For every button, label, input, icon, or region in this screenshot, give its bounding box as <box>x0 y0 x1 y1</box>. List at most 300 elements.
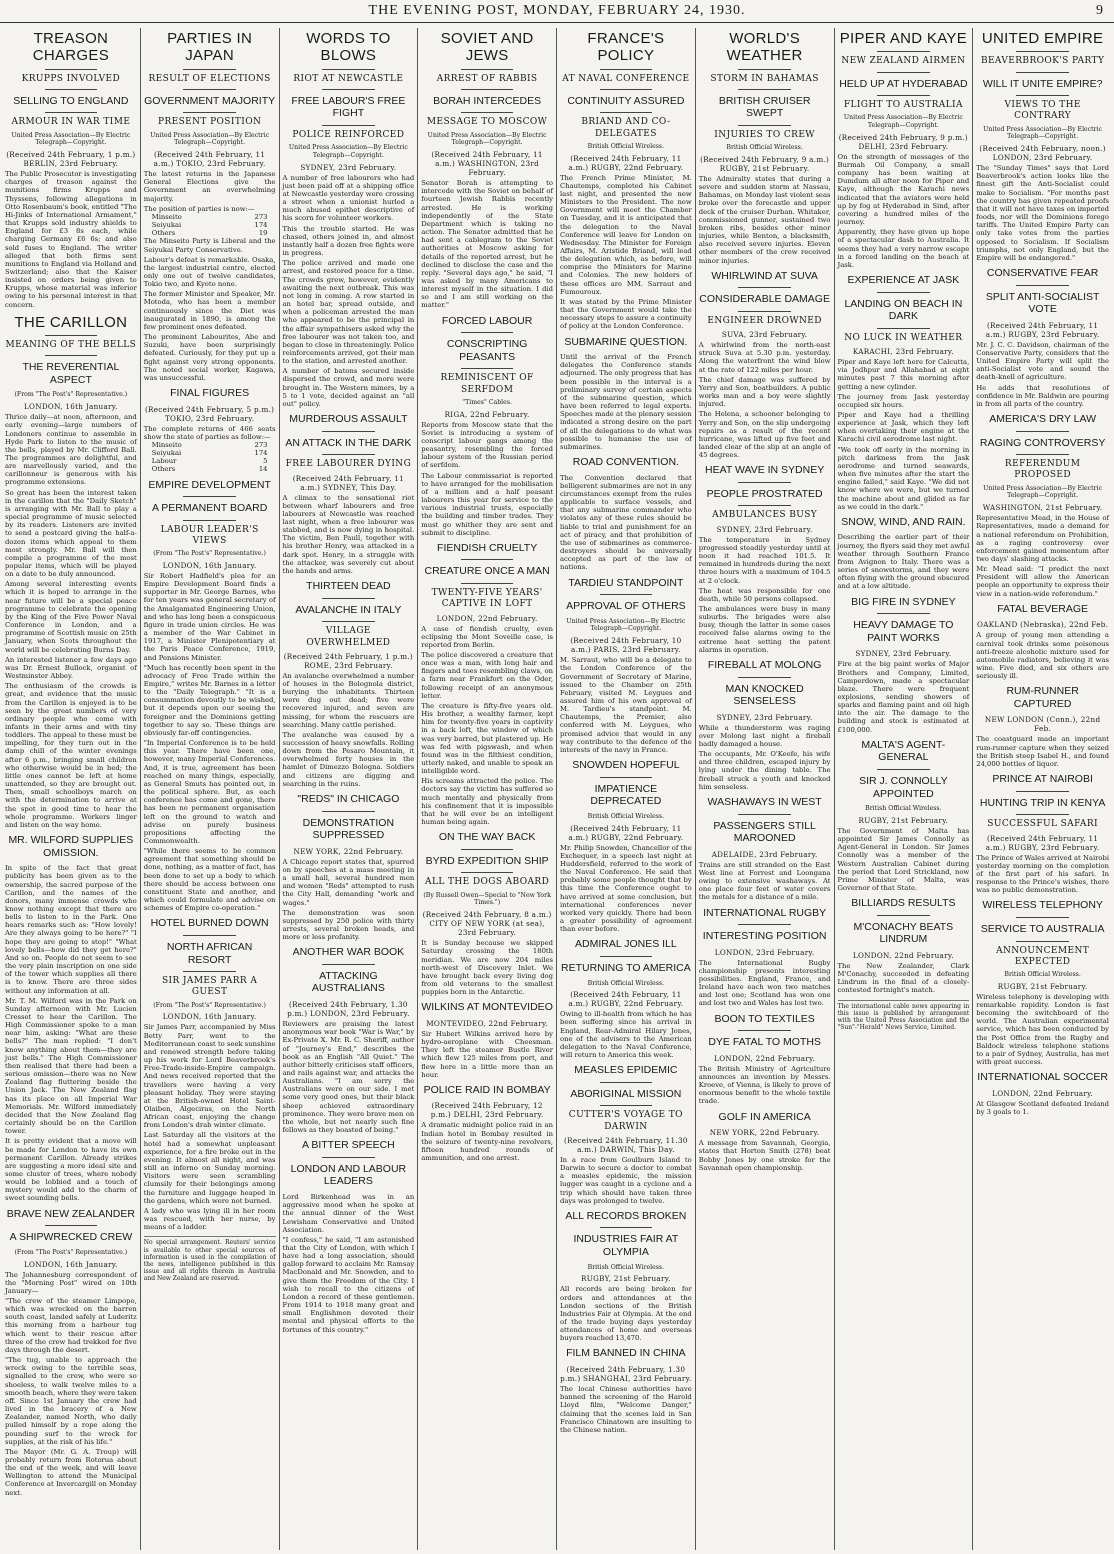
rule-divider <box>1016 51 1069 52</box>
article-subheading: PRESENT POSITION <box>158 117 262 128</box>
rule-divider <box>1016 917 1069 918</box>
rule-divider <box>461 368 514 369</box>
article-paragraph: The creature is fifty-five years old. His brother, a wealthy farmer, kept him for twenty-five years in captivity in a back loft, the window of which was very barred, but plastered up. He was fed with pigswash, and when found was in the filthiest condition, utterly naked, and unable to speak an intelligible word. <box>421 701 553 776</box>
wire-credit: (From "The Post's" Representative.) <box>153 1001 266 1009</box>
article-subheading: CONSCRIPTING PEASANTS <box>446 338 528 363</box>
rule-divider <box>738 89 791 90</box>
article <box>976 773 1109 894</box>
article-paragraph: A message from Savannah, Georgia, states that Horton Smith (278) beat Bobby Jones by one stroke for the Savannah open championship. <box>698 1139 831 1172</box>
wire-credit: British Official Wireless. <box>1004 971 1081 978</box>
article-paragraph: The latest returns in the Japanese General Elections give the Government an overwhelming majority. <box>143 170 276 203</box>
wire-credit: British Official Wireless. <box>587 979 665 987</box>
rule-divider <box>877 613 930 614</box>
article-paragraph: The Johannesburg correspondent of the "Morning Post" wired on 10th January— <box>5 1270 137 1295</box>
article-subheading: HEAVY DAMAGE TO PAINT WORKS <box>853 619 954 644</box>
dateline: (Received 24th February, 11 a.m.) WASHINGTON, 23rd February. <box>431 150 543 178</box>
article-paragraph: The former Minister and Speaker, Mr. Motoda, who has been a member continuously since the Diet was inaugurated in 1890, is among the few prominent ones defeated. <box>143 290 276 331</box>
article-subheading: ARREST OF RABBIS <box>436 73 538 84</box>
article-subheading: INTERNATIONAL RUGBY <box>703 906 827 919</box>
article-subheading: AT NAVAL CONFERENCE <box>562 73 690 84</box>
dateline: (Received 24th February, 12 p.m.) DELHI, 23rd February. <box>430 1101 544 1120</box>
rule-divider <box>461 559 514 560</box>
article-subheading: SIR JAMES PARR A GUEST <box>161 976 258 998</box>
article-subheading: CREATURE ONCE A MAN <box>424 565 550 578</box>
dateline: SYDNEY, 23rd February. <box>855 649 952 659</box>
figure-value: 273 <box>254 440 268 449</box>
article-paragraph: The prominent Labourites, Abe and Suzuki, have been surprisingly defeated. Curiously, for they put up a fight against very strong opponents. The noted social worker, Kagawa, was unsuccessful. <box>143 333 276 382</box>
article-subheading: DEMONSTRATION SUPPRESSED <box>302 816 395 842</box>
article-subheading: WILKINS AT MONTEVIDEO <box>421 1001 553 1014</box>
article-subheading: POLICE REINFORCED <box>292 129 405 140</box>
article-headline: UNITED EMPIRE <box>981 30 1104 47</box>
article <box>560 1210 692 1343</box>
figure-label: Seiyukai <box>151 449 182 458</box>
rule-divider <box>461 112 514 113</box>
article-subheading: REMINISCENT OF SERFDOM <box>440 373 534 395</box>
dateline: MONTEVIDEO, 22nd February. <box>426 1018 548 1028</box>
article-subheading: FATAL BEVERAGE <box>997 602 1089 615</box>
article-paragraph: "Much has recently been spent in the advocacy of Free Trade within the Empire," writes Mr. Barnes in a letter to the "Daily Telegraph." "It is a consummation devoutly to be wished, but it depends upon our seeing the foreigner and the Dominions getting together to say so. These things are obviously far-off contingencies. <box>143 663 276 737</box>
article-subheading: AN ATTACK IN THE DARK <box>285 436 412 449</box>
article-paragraph: The local Chinese authorities have banned the screening of the Harold Lloyd film, "Welcome Danger," claiming that the scenes laid in San Francisco Chinatown are insulting to the Chinese nation. <box>560 1385 692 1434</box>
article <box>560 456 692 571</box>
article <box>838 274 970 511</box>
article-paragraph: The Labour commissariat is reported to have arranged for the mobilisation of a million and a half peasant labourers this year for service to the various industrial trusts, especially the building and timber trades. They must go whither they are sent and submit to discipline. <box>421 471 553 537</box>
article-subheading: INDUSTRIES FAIR AT OLYMPIA <box>573 1233 679 1258</box>
article-subheading: NORTH AFRICAN RESORT <box>166 940 253 966</box>
rule-divider <box>45 1225 98 1226</box>
rule-divider <box>183 971 236 972</box>
article-subheading: WILL IT UNITE EMPIRE? <box>982 77 1103 90</box>
article-subheading: AMBULANCES BUSY <box>712 510 818 521</box>
article-paragraph: The New Zealander, Clark M'Conachy, succeeded in defeating Lindrum in the final of a closely-contested fortnight's match. <box>837 961 970 995</box>
article-paragraph: An avalanche overwhelmed a number of houses in the Bolognola district, burying the inhabitants. Thirteen were dug out dead; five were recovered injured, and seven are missing, for whom the rescuers are searching. Many cattle perished. <box>282 671 415 729</box>
article-subheading: ABORIGINAL MISSION <box>570 1087 682 1100</box>
article <box>699 1111 831 1172</box>
rule-divider <box>738 814 791 815</box>
wire-credit: United Press Association—By Electric Telegraph—Copyright. <box>288 144 408 159</box>
article <box>699 1013 831 1106</box>
article-paragraph: Wireless telephony is developing with remarkable rapidity. London is fast becoming the switchboard of the world. The Australian experimental service, which has been conducted by the Post Office from the Rugby and Baldock wireless telephone stations to a pair of Sydney, Australia, has met with great success. <box>976 992 1109 1066</box>
article-headline: WORLD'S WEATHER <box>726 30 803 65</box>
article <box>699 30 831 265</box>
article-paragraph: The enthusiasm of the crowds is great, and evidence that the music from the Carillon is enjoyed is to be seen by the great numbers of very ordinary people who come with infants in their arms and with tiny toddlers. The appeal to these must be impelling, for they turn out in the damp chill of the winter evenings after 6 p.m., bringing small children who otherwise would be in bed; the little ones cannot be left at home unattended, so they are brought out. Then, small schoolboys march on with the determination to arrive at the spot in good time to hear the whole programme. Workers linger and listen on the way home. <box>5 682 137 829</box>
article-paragraph: An interested listener a few days ago was Dr. Ernest Bullock, organist of Westminster Abbey. <box>5 655 137 681</box>
article-subheading: ANNOUNCEMENT EXPECTED <box>996 945 1090 967</box>
article-paragraph: A group of young men attending a carnival took drinks some poisonous anti-freeze alcoholic mixture used for automobile radiators, believing it was wine. Five died, and six others are seriously ill. <box>976 631 1109 681</box>
dateline: KARACHI, 23rd February. <box>852 347 954 357</box>
column <box>557 28 696 1550</box>
article-paragraph: Reports from Moscow state that the Soviet is introducing a system of conscript labour gangs among the peasantry, resembling the forced labour system of the Russian period of serfdom. <box>421 420 553 470</box>
article-subheading: VIEWS TO THE CONTRARY <box>1004 100 1081 122</box>
rule-divider <box>877 72 930 73</box>
wire-credit: (From "The Post's" Representative.) <box>153 550 266 558</box>
rule-divider <box>738 125 791 126</box>
figures-row <box>144 221 276 229</box>
article-subheading: THIRTEEN DEAD <box>306 580 391 593</box>
article-paragraph: In spite of the fact that great publicity has been given as to the ownership, the sacred purpose of the Carillon, and the names of the donors, many immense crowds who know nothing except that there are bells to listen to in the Park. One hears remarks such as: "How lovely! Are they always going to be here?" "I hope they are going to stop!" "What lovely bells—how did they get here?" And so on. People do not seem to see the very plain inscription on one side of the tower which supplies all there is to know. There are three sides without any information at all. <box>5 864 137 995</box>
rule-divider <box>183 89 236 90</box>
article-paragraph: Sir James Parr, accompanied by Miss Betty Parr, went to the Mediterranean coast to seek sunshine and renewed strength before taking up his work for Lord Beaverbrook's Free-Trade-inside-Empire campaign. And news received reported that the travellers were having a very pleasant holiday. They were staying at the British-owned Hotel Saint-Olaiben, Algeciras, on the North African coast, enjoying the change from London's drab winter climate. <box>143 1023 276 1130</box>
article-headline: PARTIES IN JAPAN <box>167 30 253 65</box>
article <box>699 659 831 791</box>
article-paragraph: So great has been the interest taken in the carillon that the "Daily Sketch" is arranging with Mr. Ball to play a special programme of music selected by its readers. Listeners are invited to send a postcard giving the half-a-dozen items which appeal to them most strongly. Mr. Ball will then compile a programme of the most popular items, which will be played on a date to be duly announced. <box>5 488 137 579</box>
article-paragraph: Senator Borah is attempting to intercede with the Soviet on behalf of fourteen Jewish Rabbis recently arrested. He is working independently of the State Department which is taking no action. The Senator admitted that he had sent a cablegram to the Soviet authorities at Moscow asking for details of the reported arrest, but he declined to disclose the case and the reply. "Several days ago," he said, "I was asked by many Americans to interest myself in the situation. I did so and I am still working on the matter." <box>421 179 553 310</box>
rule-divider <box>1016 454 1069 455</box>
dateline: (Received 24th February, 1.30 p.m.) SHANGHAI, 23rd February. <box>560 1365 692 1384</box>
wire-credit: United Press Association—By Electric Telegraph—Copyright. <box>983 484 1103 500</box>
article-paragraph: It is Sunday because we skipped Saturday crossing the 180th meridian. We are now 204 miles north-west of Discovery Inlet. We have brought back every living dog from old veterans to the smallest puppies born in the Antarctic. <box>421 939 553 997</box>
article-paragraph: The Public Prosecutor is investigating charges of treason against the munitions firms Krupps and Thyssens, following allegations in Otto Rosenbaum's book, entitled "The Hi-Jinks of International Armament," that Krupps sold industry shields to England for £3 8s each, while charging Germany £6 6s; and also sold fuses to England. The writer alleged that both firms sent munitions to England via Holland and Switzerland; also that the Kaiser insisted on orders being given to Krupps, whose material was inferior owing to his personal interest in that concern. <box>5 170 137 309</box>
article-subheading: RAGING CONTROVERSY <box>979 436 1106 449</box>
figure-value: 14 <box>258 465 268 474</box>
rule-divider <box>322 964 375 965</box>
dateline: (Received 24th February, 8 a.m.) CITY OF NEW YORK (at sea), 23rd February. <box>422 910 552 938</box>
article-subheading: PRINCE AT NAIROBI <box>992 773 1093 786</box>
article-paragraph: The police arrived and made one arrest, and restored peace for a time. The crowds grew, however, evidently awaiting the next outbreak. This was not long in coming. A row started in an hotel bar, spread outside, and when a policeman arrested the man who appeared to be the principal in the affair sympathisers asked why the free labourer was not taken too, and began to close in threateningly. Police reinforcements arrived, got their man to the station, and arrested another. <box>282 259 415 366</box>
dateline: (Received 24th February, 11 a.m.) SYDNEY, This Day. <box>292 473 405 492</box>
article-paragraph: The Helena, a schooner belonging to Yerry and Son, on the slip undergoing repairs as a result of the recent hurricane, was lifted up five feet and landed clear of the slip at an angle of 45 degrees. <box>698 410 831 460</box>
dateline: RIGA, 22nd February. <box>444 409 530 419</box>
rule-divider <box>322 621 375 622</box>
wire-credit: British Official Wireless. <box>587 142 665 150</box>
rule-divider <box>600 777 653 778</box>
article-subheading: ON THE WAY BACK <box>438 831 536 844</box>
article-paragraph: The International Rugby championship presents interesting possibilities. England, France, and Ireland have each won two matches and lost one; Scotland has won one and lost two and Wales has lost two. <box>698 958 831 1008</box>
article-subheading: MR. WILFORD SUPPLIES OMISSION. <box>8 834 134 859</box>
article <box>283 793 415 941</box>
article-subheading: KRUPPS INVOLVED <box>21 73 121 84</box>
article-subheading: SNOWDEN HOPEFUL <box>572 759 680 772</box>
article-subheading: TWENTY-FIVE YEARS' CAPTIVE IN LOFT <box>431 588 543 610</box>
article-paragraph: It is pretty evident that a move will be made for London to have its own permanent Carillon. Already strikes are suggesting a more ideal site and some cluster of trees, where nobody would be lobbied and a touch of mystery would add to the charm of sweet sounding bells. <box>5 1137 137 1203</box>
article-paragraph: Sir Robert Hadfield's plea for an Empire Development Board finds a supporter in Mr. George Barnes, who for ten years was general secretary of the Amalgamated Engineering Union, and who has long been a conspicuous figure in trade union circles. He was a member of the War Cabinet in 1917, a Minister Plenipotentiary at the Paris Peace Conference, 1919, and Pensions Minister. <box>143 571 276 662</box>
dateline: (Received 24th February, noon.) LONDON, 23rd February. <box>979 144 1106 163</box>
figure-value: 174 <box>254 449 268 458</box>
figures-row <box>144 229 276 237</box>
rule-divider <box>45 69 98 70</box>
article <box>838 30 970 269</box>
article-paragraph: The "Sunday Times" says that Lord Beaverbrook's action looks like the finest gift the Anti-Socialist could make to Socialism. "For months past the country has given repeated proofs that it will not have taxes on imported foods, nor will the Dominions forego tariffs. The United Empire Party can only take votes from the parties opposed to Socialism. If Socialism triumphs, not only England, but the Empire will be endangered." <box>976 164 1109 262</box>
article-subheading: FINAL FIGURES <box>170 387 250 399</box>
rule-divider <box>1016 791 1069 792</box>
rule-divider <box>45 335 98 336</box>
article-subheading: MESSAGE TO MOSCOW <box>426 117 548 128</box>
article-paragraph: The chief damage was suffered by Yerry and Son, boatbuilders. A public works man and a boy were slightly injured. <box>698 375 831 409</box>
article <box>838 596 970 734</box>
article-paragraph: Sir Hubert Wilkins arrived here by hydro-aeroplane with Cheesman. They left the steamer Bustle River which flew 125 miles from port, and flew here in a little more than an hour. <box>421 1029 553 1079</box>
article-subheading: IMPATIENCE DEPRECATED <box>590 782 662 808</box>
rule-divider <box>600 594 653 595</box>
dateline: (Received 24th February, 11.30 a.m.) DARWIN, This Day. <box>564 1135 688 1154</box>
article-paragraph: A lady who was lying ill in her room was rescued, with her nurse, by means of a ladder. <box>143 1206 276 1232</box>
article-paragraph: The Prince of Wales arrived at Nairobi yesterday morning on the completion of the first part of his safari. In response to the Prince's wishes, there was no public demonstration. <box>976 853 1109 895</box>
article-paragraph: A dramatic midnight police raid in an Indian hotel in Bombay resulted in the seizure of twenty-nine revolvers, fifteen hundred rounds of ammunition, and one arrest. <box>421 1121 553 1163</box>
article-subheading: BORAH INTERCEDES <box>433 94 542 107</box>
article-subheading: HEAT WAVE IN SYDNEY <box>705 464 825 477</box>
article <box>5 834 137 1203</box>
rule-divider <box>45 355 98 356</box>
rule-divider <box>45 112 98 113</box>
article-paragraph: A whirlwind from the north-east struck Suva at 5.30 p.m. yesterday. Along the waterfront the wind blew at the rate of 122 miles per hour. <box>698 341 831 374</box>
article-subheading: NO LUCK IN WEATHER <box>844 332 963 343</box>
article-subheading: APPROVAL OF OTHERS <box>566 600 686 613</box>
article-subheading: GOLF IN AMERICA <box>718 1110 811 1123</box>
rule-divider <box>738 505 791 506</box>
dateline: NEW LONDON (Conn.), 22nd Feb. <box>984 715 1101 734</box>
article <box>560 30 692 331</box>
page-number: 9 <box>1096 3 1104 18</box>
rule-divider <box>461 69 514 70</box>
figure-label: Minseito <box>151 440 182 449</box>
article-subheading: CONSIDERABLE DAMAGE <box>699 293 830 306</box>
article-subheading: POLICE RAID IN BOMBAY <box>423 1083 551 1096</box>
dateline: OAKLAND (Nebraska), 22nd Feb. <box>977 620 1109 630</box>
rule-divider <box>877 51 930 52</box>
article-paragraph: The occupants, Mr. O'Keefe, his wife and three children, escaped injury by lying under the dining table. The fireball struck a youth and knocked him senseless. <box>698 750 831 791</box>
article-subheading: INTERESTING POSITION <box>702 930 827 943</box>
article-subheading: RIOT AT NEWCASTLE <box>293 73 404 84</box>
wire-credit: (From "The Post's" Representative.) <box>14 1248 128 1256</box>
article-subheading: MEASLES EPIDEMIC <box>574 1064 678 1077</box>
article <box>421 831 553 996</box>
dateline: SYDNEY, 23rd February. <box>300 162 397 172</box>
article-paragraph: The position of parties is now:— <box>143 204 255 213</box>
figures-row <box>144 213 276 221</box>
wire-credit: British Official Wireless. <box>587 812 665 820</box>
article-subheading: SPLIT ANTI-SOCIALIST VOTE <box>985 290 1100 316</box>
article-paragraph: The Minseito Party is Liberal and the Seiyukai Party Conservative. <box>143 237 276 254</box>
article <box>976 413 1109 598</box>
article <box>560 1347 692 1434</box>
rule-divider <box>877 328 930 329</box>
article-subheading: LABOUR LEADER'S VIEWS <box>160 524 259 546</box>
dateline: LONDON, 23rd February. <box>714 947 815 957</box>
article-subheading: FIREBALL AT MOLONG <box>707 658 822 671</box>
rule-divider <box>461 89 514 90</box>
article-headline: WORDS TO BLOWS <box>306 30 391 65</box>
dateline: (Received 24th February, 1.30 p.m.) LONDON, 23rd February. <box>287 1000 410 1019</box>
figure-label: Others <box>151 229 176 238</box>
article-paragraph: Trains are still stranded on the East West line at Forrest and Loongana owing to extensive washaways. At one place four feet of water covers the metals for a distance of a mile. <box>698 860 831 902</box>
figure-value: 174 <box>254 221 268 230</box>
article-paragraph: A Chicago report states that, spurred on by speeches at a mass meeting in a small hall, several hundred men and women "Reds" attempted to rush the City Hall, demanding "work and wages." <box>282 857 415 907</box>
article-paragraph: Until the arrival of the French delegates the Conference stands adjourned. The only progress that has been possible in the interval is a preliminary survey of certain aspects of the submarine question, which have been referred to legal experts. Speeches made at the plenary session indicated a strong desire on the part of all the delegations to do what was possible to humanise the use of submarines. <box>560 353 692 451</box>
article-subheading: CONTINUITY ASSURED <box>567 94 685 107</box>
dateline: SYDNEY, 23rd February. <box>716 524 813 534</box>
dateline: (Received 24th February, 11 a.m.) RUGBY, 22nd February. <box>568 823 684 842</box>
article-paragraph: A climax to the sensational riot between wharf labourers and free labourers at Newcastle was reached last night, when a free labourer was stabbed, and is now dying in hospital. The victim, Ben Paull, together with his brother Henry, was attacked in a dark spot. Henry, in a struggle with the attacker, was severely cut about the hands and arms. <box>282 493 415 575</box>
column <box>280 28 419 1550</box>
masthead <box>0 0 1114 23</box>
article-paragraph: Mr. J. C. C. Davidson, chairman of the Conservative Party, considers that the United Empire Party will split the anti-Socialist vote and sound the death-knell of agriculture. <box>976 340 1109 382</box>
article-subheading: ADMIRAL JONES ILL <box>575 938 677 951</box>
article-subheading: ROAD CONVENTION. <box>572 456 679 469</box>
article <box>5 30 137 309</box>
rule-divider <box>183 520 236 521</box>
article-paragraph: "The crew of the steamer Limpopo, which was wrecked on the barren south coast, landed safely at Luderitz this morning from a harbour tug which went to their rescue after three of the crew had trekked for five days through the desert. <box>5 1297 137 1354</box>
article <box>976 1071 1109 1116</box>
article-subheading: LANDING ON BEACH IN DARK <box>844 297 963 323</box>
article-subheading: WHIRLWIND AT SUVA <box>711 269 818 282</box>
article-paragraph: This the trouble started. He was chased, others joined in, and almost instantly half a dozen free fights were in progress. <box>282 224 415 258</box>
figure-value: 5 <box>263 457 268 466</box>
article-subheading: FORCED LABOUR <box>441 314 533 327</box>
article-subheading: VILLAGE OVERWHELMED <box>306 626 391 648</box>
wire-credit: (By Russell Owen—Special to "New York Times.") <box>423 891 551 907</box>
wire-credit: British Official Wireless. <box>726 144 803 152</box>
article-subheading: BRIAND AND CO-DELEGATES <box>581 117 671 139</box>
wire-credit: British Official Wireless. <box>587 1263 665 1271</box>
article <box>283 1139 415 1333</box>
article <box>283 580 415 788</box>
article <box>976 685 1109 768</box>
wire-credit: (From "The Post's" Representative.) <box>14 391 128 399</box>
rule-divider <box>322 89 375 90</box>
dateline: (Received 24th February, 5 p.m.) TOKIO, 23rd February. <box>144 404 275 423</box>
article-subheading: SELLING TO ENGLAND <box>13 94 129 107</box>
article-subheading: SNOW, WIND, AND RAIN. <box>841 515 966 528</box>
rule-divider <box>322 598 375 599</box>
article-subheading: INTERNATIONAL SOCCER <box>977 1071 1108 1084</box>
column-footnote: The international cable news appearing in this issue is published by arrangement with the United Press Association and the "Sun"-"Herald" News Service, Limited. <box>838 1000 970 1032</box>
article-paragraph: All records are being broken for orders and attendances at the London sections of the British Industries Fair at Olympia. At the end of the trade buying days yesterday attendances of home and overseas buyers reached 13,470. <box>560 1285 692 1343</box>
article-paragraph: "We took off early in the morning in pitch darkness from the Jask aerodrome and turned seawards, when five minutes after the start the engine failed," said Kaye. "We did not know where we were, but we turned the machine about and glided as far as we could in the dark." <box>837 445 970 511</box>
article-paragraph: He adds that resolutions of confidence in Mr. Baldwin are pouring in from all parts of the country. <box>976 383 1109 408</box>
rule-divider <box>183 935 236 936</box>
column <box>973 28 1112 1550</box>
rule-divider <box>877 95 930 96</box>
dateline: RUGBY, 21st February. <box>997 981 1088 991</box>
columns-container <box>2 28 1112 1550</box>
wire-credit: British Official Wireless. <box>865 805 942 813</box>
article-paragraph: Among several interesting events which it is hoped to arrange in the near future will be a special peace programme to celebrate the opening by the King of the Five Power Naval Conference in London, and a programme of Scottish music on 25th January, when Scots throughout the world will be celebrating Burns Day. <box>5 580 137 654</box>
rule-divider <box>45 89 98 90</box>
article-paragraph: Reviewers are praising the latest anonymous war book "War is War," by Ex-Private X. Mr. R. C. Sheriff, author of "Journey's End," describes the book as an English "All Quiet." The author bitterly criticises staff officers, and rails against war, and attacks the Australians. "I am sorry the Australians were on our side. I met some very good ones, but their black sheep achieved extraordinary prominence. They were brave men on the whole, but not nearly such fine fellows as they boasted of being." <box>282 1020 415 1135</box>
article-subheading: AVALANCHE IN ITALY <box>295 603 402 616</box>
article-paragraph: A number of batons secured inside dispersed the crowd, and more were brought in. The Western miners, by a 5 to 1 vote, decided against an "all out" policy. <box>282 367 415 408</box>
article-subheading: PASSENGERS STILL MAROONED <box>713 819 816 845</box>
rule-divider <box>461 332 514 333</box>
article-subheading: RUM-RUNNER CAPTURED <box>1006 685 1079 710</box>
figure-label: Labour <box>151 457 177 466</box>
article-paragraph: Describing the earlier part of their journey, the flyers said they met awful weather through Southern France from Avignon to Italy. There was a series of snowstorms, and they were often flying with the ground obscured and at a low altitude. <box>837 533 970 591</box>
article-headline: PIPER AND KAYE <box>839 30 968 47</box>
article <box>838 739 970 892</box>
article <box>144 479 276 913</box>
wire-credit: "Times" Cables. <box>462 398 512 406</box>
figures-row <box>144 457 276 465</box>
masthead-title: THE EVENING POST, MONDAY, FEBRUARY 24, 1930. <box>368 3 746 18</box>
rule-divider <box>322 1157 375 1158</box>
rule-divider <box>600 69 653 70</box>
article <box>560 938 692 1059</box>
rule-divider <box>877 769 930 770</box>
wire-credit: United Press Association—By Electric Telegraph—Copyright. <box>427 131 547 147</box>
article-subheading: FLIGHT TO AUSTRALIA <box>843 100 963 111</box>
article <box>560 759 692 933</box>
article <box>838 516 970 591</box>
rule-divider <box>322 431 375 432</box>
rule-divider <box>322 125 375 126</box>
article-paragraph: "I confess," he said, "I am astonished that the City of London, with which I have had a long association, should gallop forward to acclaim Mr. Ramsay MacDonald and Mr. Snowden, and to give them the Freedom of the City. I wish to recall to the citizens of London a record of these gentlemen. From 1914 to 1918 many great and small Englishmen devoted their mental and physical efforts to the fortunes of this country." <box>282 1235 415 1334</box>
article <box>144 917 276 1231</box>
article-subheading: A SHIPWRECKED CREW <box>9 1231 133 1244</box>
article-subheading: A PERMANENT BOARD <box>151 502 268 515</box>
article-paragraph: The police discovered a creature that once was a man, with long hair and fingers and toes resembling claws, on a farm near Frankfort on the Oder, following receipt of an anonymous letter. <box>421 650 553 700</box>
article-paragraph: "In Imperial Conference is to be held this year. There have been one, however, many Imperial Conferences. And, it is true, agreement has been reached on many things, especially, as General Smuts has pointed out, in the political sphere. But, as each conference has come and gone, there has been no permanent organisation left on the ground to watch and advise on purely business propositions affecting the Commonwealth. <box>143 739 276 845</box>
rule-divider <box>461 872 514 873</box>
article-paragraph: His screams attracted the police. The doctors say the victim has suffered so much mentally and physically from his confinement that it is impossible that he will ever be an intelligent human being again. <box>421 777 553 827</box>
article <box>560 577 692 755</box>
wire-credit: United Press Association—By Electric Telegraph—Copyright. <box>983 125 1103 141</box>
article-paragraph: Apparently, they have given up hope of a spectacular dash to Australia. It seems they had a very narrow escape in a forced landing on the beach at Jask. <box>837 228 970 269</box>
article-subheading: STORM IN BAHAMAS <box>710 73 819 84</box>
rule-divider <box>877 292 930 293</box>
rule-divider <box>183 69 236 70</box>
article-headline: THE CARILLON <box>14 313 128 331</box>
dateline: LONDON, 22nd February. <box>436 613 538 623</box>
rule-divider <box>600 1227 653 1228</box>
article-paragraph: The demonstration was soon suppressed by 250 police with thirty arrests, several broken heads, and more or less profanity. <box>282 908 415 942</box>
article-paragraph: The heat was responsible for one death, while 50 persons collapsed. <box>698 586 831 603</box>
article <box>699 907 831 1008</box>
article-subheading: BILLIARDS RESULTS <box>851 897 956 910</box>
rule-divider <box>322 454 375 455</box>
rule-divider <box>322 811 375 812</box>
figure-value: 19 <box>258 229 268 238</box>
article-subheading: ARMOUR IN WAR TIME <box>11 117 131 128</box>
dateline: (Received 24th February, 11 a.m.) RUGBY, 23rd February. <box>985 833 1100 852</box>
article-subheading: EXPERIENCE AT JASK <box>847 274 960 287</box>
article-subheading: AMERICA'S DRY LAW <box>989 413 1097 425</box>
article-subheading: FILM BANNED IN CHINA <box>566 1347 686 1360</box>
dateline: (Received 24th February, 1 p.m.) BERLIN, 23rd February. <box>6 150 136 169</box>
dateline: (Received 24th February, 1 p.m.) ROME, 23rd February. <box>283 651 414 670</box>
rule-divider <box>461 583 514 584</box>
article-paragraph: The coastguard made an important rum-runner capture when they seized the British steep Isabel H., and found 24,000 bottles of liquor. <box>976 735 1109 768</box>
article <box>560 336 692 451</box>
article-paragraph: Piper and Kaye left here for Calcutta, via Jodhpur and Allahabad at eight minutes past 7 this morning after getting a new cylinder. <box>837 358 970 391</box>
article-subheading: CONSERVATIVE FEAR <box>986 266 1099 279</box>
column <box>418 28 557 1550</box>
article-subheading: CUTTER'S VOYAGE TO DARWIN <box>568 1110 683 1132</box>
article <box>976 899 1109 1066</box>
article-subheading: ALL THE DOGS ABOARD <box>425 877 550 888</box>
article-subheading: GOVERNMENT MAJORITY <box>144 94 276 107</box>
article-paragraph: Fire at the big paint works of Major Brothers and Company, Limited, Camperdown, made a spectacular blaze. There were frequent explosions, sending showers of sparks and flaming paint and oil high into the air. The damage to the building and stock is estimated at £100,000. <box>837 660 970 734</box>
article-subheading: BRAVE NEW ZEALANDER <box>6 1207 135 1220</box>
article-subheading: BIG FIRE IN SYDNEY <box>851 595 956 608</box>
article-paragraph: In a race from Goulburn Island to Darwin to secure a doctor to combat a measles epidemic, the mission lugger was caught in a cyclone and a trip which should have taken three days was prolonged to twelve. <box>560 1155 692 1205</box>
article <box>699 796 831 902</box>
article-subheading: LONDON AND LABOUR LEADERS <box>290 1162 407 1188</box>
rule-divider <box>1016 72 1069 73</box>
article <box>5 314 137 829</box>
article-subheading: TARDIEU STANDPOINT <box>568 576 684 589</box>
article <box>699 270 831 460</box>
article <box>283 30 415 408</box>
dateline: LONDON, 22nd February. <box>992 1088 1094 1098</box>
figure-label: Seiyukai <box>151 221 182 230</box>
rule-divider <box>600 112 653 113</box>
article-paragraph: Last Saturday all the visitors at the hotel had a somewhat unpleasant experience, for a fire broke out in the evening. It almost all night, and was still an inferno on Sunday morning. Visitors were seen scrambling clumsily for their belongings among the furniture and luggage heaped in the gardens, which were not burned. <box>143 1131 276 1205</box>
rule-divider <box>600 1105 653 1106</box>
article <box>421 1001 553 1079</box>
figure-label: Others <box>151 465 176 474</box>
rule-divider <box>1016 95 1069 96</box>
article-subheading: SIR J. CONNOLLY APPOINTED <box>859 774 948 800</box>
